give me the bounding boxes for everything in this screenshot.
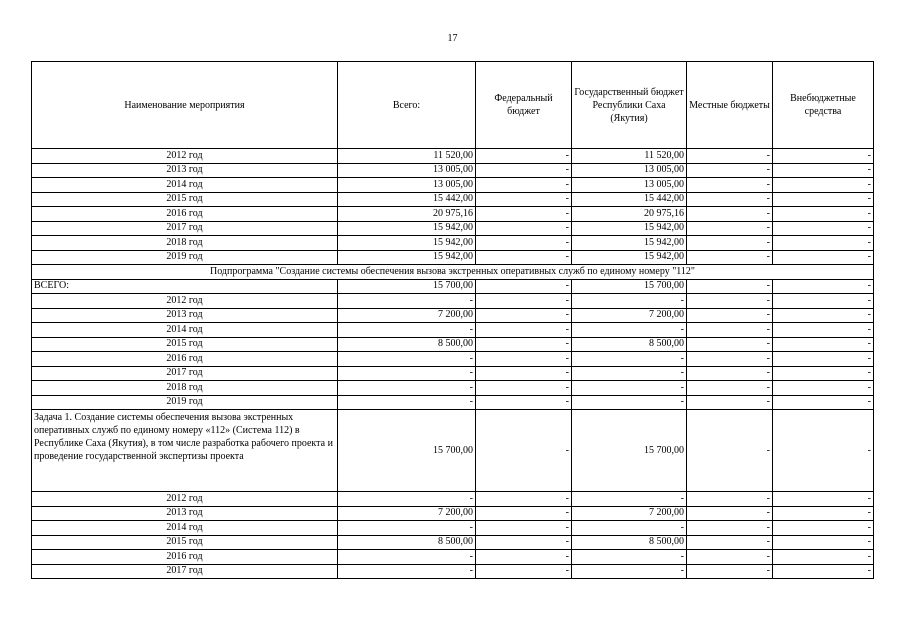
cell-total: 8 500,00 xyxy=(338,535,476,550)
cell-local: - xyxy=(687,236,773,251)
cell-name: 2018 год xyxy=(32,381,338,396)
cell-extrabudget: - xyxy=(773,352,874,367)
cell-extrabudget: - xyxy=(773,521,874,536)
cell-federal: - xyxy=(476,337,572,352)
cell-total: 15 942,00 xyxy=(338,221,476,236)
cell-state: - xyxy=(572,323,687,338)
cell-name: 2016 год xyxy=(32,352,338,367)
page-number: 17 xyxy=(447,33,458,44)
cell-local: - xyxy=(687,410,773,492)
cell-state: 15 700,00 xyxy=(572,279,687,294)
header-name: Наименование мероприятия xyxy=(32,62,338,149)
header-federal: Федеральный бюджет xyxy=(476,62,572,149)
table-row xyxy=(32,294,874,309)
cell-extrabudget: - xyxy=(773,308,874,323)
table-row xyxy=(32,178,874,193)
cell-name: 2013 год xyxy=(32,308,338,323)
cell-state: - xyxy=(572,395,687,410)
cell-federal: - xyxy=(476,535,572,550)
cell-local: - xyxy=(687,337,773,352)
table-row xyxy=(32,149,874,164)
cell-local: - xyxy=(687,250,773,265)
cell-state: 8 500,00 xyxy=(572,535,687,550)
table-row xyxy=(32,337,874,352)
cell-extrabudget: - xyxy=(773,178,874,193)
cell-local: - xyxy=(687,381,773,396)
cell-state: 15 700,00 xyxy=(572,410,687,492)
cell-name: 2018 год xyxy=(32,236,338,251)
cell-name: ВСЕГО: xyxy=(32,279,338,294)
cell-local: - xyxy=(687,192,773,207)
cell-local: - xyxy=(687,294,773,309)
cell-extrabudget: - xyxy=(773,492,874,507)
cell-federal: - xyxy=(476,352,572,367)
cell-total: 7 200,00 xyxy=(338,506,476,521)
cell-total: 15 700,00 xyxy=(338,279,476,294)
cell-local: - xyxy=(687,149,773,164)
cell-extrabudget: - xyxy=(773,564,874,579)
cell-state: 7 200,00 xyxy=(572,308,687,323)
cell-extrabudget: - xyxy=(773,192,874,207)
cell-federal: - xyxy=(476,149,572,164)
cell-extrabudget: - xyxy=(773,279,874,294)
cell-total: - xyxy=(338,323,476,338)
cell-extrabudget: - xyxy=(773,236,874,251)
cell-extrabudget: - xyxy=(773,506,874,521)
cell-federal: - xyxy=(476,395,572,410)
cell-local: - xyxy=(687,221,773,236)
table-row xyxy=(32,506,874,521)
cell-name: 2016 год xyxy=(32,207,338,222)
cell-total: - xyxy=(338,366,476,381)
cell-state: 15 442,00 xyxy=(572,192,687,207)
header-state: Государственный бюджет Республики Саха (Якутия) xyxy=(572,62,687,149)
cell-state: - xyxy=(572,550,687,565)
table-row xyxy=(32,323,874,338)
cell-local: - xyxy=(687,395,773,410)
header-total: Всего: xyxy=(338,62,476,149)
cell-total: 7 200,00 xyxy=(338,308,476,323)
cell-state: 15 942,00 xyxy=(572,221,687,236)
cell-local: - xyxy=(687,506,773,521)
cell-name: 2013 год xyxy=(32,163,338,178)
cell-total: 15 942,00 xyxy=(338,236,476,251)
cell-state: 13 005,00 xyxy=(572,178,687,193)
table-row xyxy=(32,492,874,507)
cell-total: 15 442,00 xyxy=(338,192,476,207)
table-row xyxy=(32,221,874,236)
table-row xyxy=(32,564,874,579)
cell-extrabudget: - xyxy=(773,395,874,410)
cell-local: - xyxy=(687,366,773,381)
cell-total: - xyxy=(338,294,476,309)
cell-extrabudget: - xyxy=(773,366,874,381)
cell-name: 2014 год xyxy=(32,178,338,193)
cell-extrabudget: - xyxy=(773,163,874,178)
cell-state: 7 200,00 xyxy=(572,506,687,521)
cell-local: - xyxy=(687,163,773,178)
cell-federal: - xyxy=(476,236,572,251)
cell-local: - xyxy=(687,207,773,222)
table-row xyxy=(32,381,874,396)
header-local: Местные бюджеты xyxy=(687,62,773,149)
cell-total: 15 942,00 xyxy=(338,250,476,265)
cell-name: Задача 1. Создание системы обеспечения вызова экстренных оперативных служб по единому номеру «112» (Система 112) в Республике Саха (Якутия), в том числе разработка рабочего проекта и проведение государственной экспертизы проекта xyxy=(32,410,338,492)
cell-federal: - xyxy=(476,492,572,507)
cell-total: 8 500,00 xyxy=(338,337,476,352)
section-title: Подпрограмма "Создание системы обеспечения вызова экстренных оперативных служб по единому номеру "112" xyxy=(32,265,874,280)
cell-name: 2015 год xyxy=(32,535,338,550)
cell-federal: - xyxy=(476,308,572,323)
cell-extrabudget: - xyxy=(773,221,874,236)
cell-total: 11 520,00 xyxy=(338,149,476,164)
table-row xyxy=(32,265,874,280)
cell-name: 2014 год xyxy=(32,521,338,536)
cell-state: 8 500,00 xyxy=(572,337,687,352)
cell-federal: - xyxy=(476,192,572,207)
cell-extrabudget: - xyxy=(773,410,874,492)
cell-local: - xyxy=(687,352,773,367)
table-row xyxy=(32,308,874,323)
cell-name: 2015 год xyxy=(32,337,338,352)
table-row xyxy=(32,279,874,294)
cell-name: 2019 год xyxy=(32,395,338,410)
cell-state: 11 520,00 xyxy=(572,149,687,164)
cell-total: - xyxy=(338,550,476,565)
cell-name: 2019 год xyxy=(32,250,338,265)
cell-extrabudget: - xyxy=(773,535,874,550)
table-row xyxy=(32,163,874,178)
cell-federal: - xyxy=(476,410,572,492)
cell-name: 2013 год xyxy=(32,506,338,521)
cell-local: - xyxy=(687,279,773,294)
cell-federal: - xyxy=(476,279,572,294)
cell-extrabudget: - xyxy=(773,323,874,338)
cell-extrabudget: - xyxy=(773,294,874,309)
table-row xyxy=(32,207,874,222)
cell-local: - xyxy=(687,323,773,338)
cell-state: - xyxy=(572,521,687,536)
cell-total: - xyxy=(338,381,476,396)
cell-total: - xyxy=(338,564,476,579)
cell-federal: - xyxy=(476,294,572,309)
cell-federal: - xyxy=(476,163,572,178)
cell-state: 20 975,16 xyxy=(572,207,687,222)
table-header-row xyxy=(32,62,874,149)
cell-name: 2014 год xyxy=(32,323,338,338)
cell-name: 2015 год xyxy=(32,192,338,207)
cell-state: - xyxy=(572,564,687,579)
cell-state: - xyxy=(572,352,687,367)
cell-name: 2012 год xyxy=(32,294,338,309)
cell-extrabudget: - xyxy=(773,207,874,222)
cell-state: - xyxy=(572,492,687,507)
cell-state: - xyxy=(572,294,687,309)
cell-extrabudget: - xyxy=(773,550,874,565)
cell-federal: - xyxy=(476,506,572,521)
cell-name: 2012 год xyxy=(32,149,338,164)
cell-total: - xyxy=(338,352,476,367)
cell-federal: - xyxy=(476,550,572,565)
cell-total: - xyxy=(338,395,476,410)
cell-federal: - xyxy=(476,521,572,536)
table-row xyxy=(32,550,874,565)
cell-name: 2012 год xyxy=(32,492,338,507)
cell-extrabudget: - xyxy=(773,381,874,396)
cell-federal: - xyxy=(476,323,572,338)
cell-federal: - xyxy=(476,207,572,222)
table-row xyxy=(32,250,874,265)
cell-name: 2016 год xyxy=(32,550,338,565)
cell-federal: - xyxy=(476,366,572,381)
cell-extrabudget: - xyxy=(773,337,874,352)
table-row xyxy=(32,192,874,207)
header-extrabudget: Внебюджетные средства xyxy=(773,62,874,149)
cell-total: 13 005,00 xyxy=(338,163,476,178)
cell-total: 20 975,16 xyxy=(338,207,476,222)
cell-extrabudget: - xyxy=(773,250,874,265)
cell-total: 13 005,00 xyxy=(338,178,476,193)
table-row xyxy=(32,535,874,550)
table-row xyxy=(32,410,874,492)
cell-total: - xyxy=(338,521,476,536)
table-row xyxy=(32,236,874,251)
cell-federal: - xyxy=(476,221,572,236)
cell-name: 2017 год xyxy=(32,564,338,579)
cell-total: 15 700,00 xyxy=(338,410,476,492)
cell-local: - xyxy=(687,308,773,323)
cell-federal: - xyxy=(476,178,572,193)
cell-state: 15 942,00 xyxy=(572,236,687,251)
cell-federal: - xyxy=(476,564,572,579)
cell-local: - xyxy=(687,521,773,536)
cell-local: - xyxy=(687,535,773,550)
table-row xyxy=(32,521,874,536)
cell-local: - xyxy=(687,564,773,579)
cell-local: - xyxy=(687,550,773,565)
cell-federal: - xyxy=(476,381,572,396)
table-row xyxy=(32,352,874,367)
cell-name: 2017 год xyxy=(32,221,338,236)
cell-name: 2017 год xyxy=(32,366,338,381)
cell-state: 13 005,00 xyxy=(572,163,687,178)
cell-federal: - xyxy=(476,250,572,265)
cell-total: - xyxy=(338,492,476,507)
table-row xyxy=(32,366,874,381)
budget-table xyxy=(31,61,874,579)
cell-local: - xyxy=(687,492,773,507)
cell-state: - xyxy=(572,366,687,381)
cell-extrabudget: - xyxy=(773,149,874,164)
cell-state: - xyxy=(572,381,687,396)
cell-local: - xyxy=(687,178,773,193)
table-row xyxy=(32,395,874,410)
cell-state: 15 942,00 xyxy=(572,250,687,265)
